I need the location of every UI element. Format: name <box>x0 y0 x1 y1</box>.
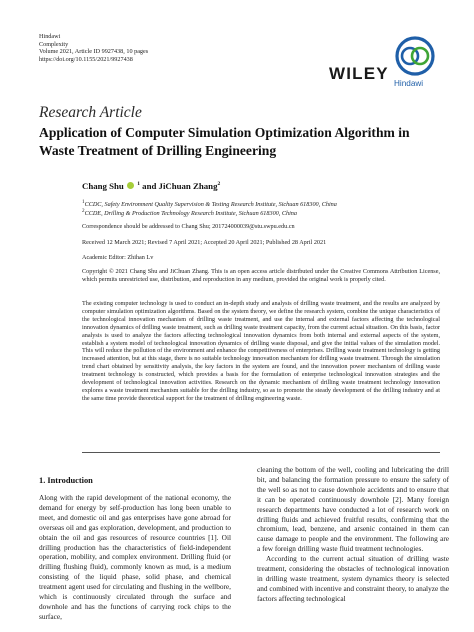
journal-name: Complexity <box>39 40 69 48</box>
body-column-right <box>257 465 449 604</box>
intro-paragraph-2: cleaning the bottom of the well, cooling and lubricating the drill bit, and balancing the formation pressure to ensure the safety of the well so as not to cause downhole accidents and to ensure that it can be operated continuously downhole [2]. Many foreign research departments have conducted a lot of research work on drilling fluids and achieved fruitful results, confirming that the chromium, lead, benzene, and arsenic contained in them can cause damage to people and the environment. The following are a few foreign drilling waste fluid treatment technologies. <box>257 465 449 554</box>
intro-paragraph-1: Along with the rapid development of the national economy, the demand for energy by self-production has long been unable to meet, and domestic oil and gas enterprises have gone abroad for overseas oil and gas exploration, development, and production to obtain the oil and gas resources of resource countries [1]. Oil drilling production has the characteristics of field-independent operation, mobility, and complex environment. Drilling fluid (or drilling flushing fluid), commonly known as mud, is a medium consisting of the liquid phase, solid phase, and chemical treatment agent used for circulating and flushing in the wellbore, which is continuously circulated through the surface and downhole and has the functions of carrying rock chips to the surface, <box>39 493 231 621</box>
correspondence: Correspondence should be addressed to Chang Shu; 201724000039@stu.swpu.edu.cn <box>82 223 295 230</box>
article-title: Application of Computer Simulation Optimization Algorithm in Waste Treatment of Drilling Engineering <box>39 125 410 158</box>
author-list <box>82 181 220 191</box>
journal-publisher: Hindawi <box>39 33 61 40</box>
hindawi-logo-text: Hindawi <box>394 79 424 88</box>
affiliation-2-text: CCDE, Drilling & Production Technology Research Institute, Sichuan 618300, China <box>84 210 297 218</box>
affiliation-1-sup: 1 <box>82 199 85 205</box>
copyright-notice: Copyright © 2021 Chang Shu and JiChuan Zhang. This is an open access article distributed under the Creative Commons Attribution License, which permits unrestricted use, distribution, and reproduction in any medium, provided the original work is properly cited. <box>82 268 440 283</box>
section-divider <box>82 452 440 453</box>
author-2-affil-sup: 2 <box>217 181 221 188</box>
affiliation-2 <box>82 207 297 218</box>
body-column-left <box>39 493 231 622</box>
article-type: Research Article <box>39 104 142 121</box>
journal-volume: Volume 2021, Article ID 9927438, 10 pages <box>39 48 149 56</box>
wiley-logo: WILEY <box>329 64 389 83</box>
journal-doi-link[interactable]: https://doi.org/10.1155/2021/9927438 <box>39 55 133 63</box>
academic-editor: Academic Editor: Zhihan Lv <box>82 254 154 261</box>
section-heading-introduction: 1. Introduction <box>39 476 93 485</box>
affiliation-1-text: CCDC, Safety Environment Quality Supervision & Testing Research Institute, Sichuan 618300, China <box>84 201 337 209</box>
hindawi-logo-icon <box>395 36 435 76</box>
intro-paragraph-3: According to the current actual situation of drilling waste treatment, considering the obstacles of technological innovation in drilling waste treatment, system dynamics theory is selected and combined with incentive and constraint theory, to analyze the factors affecting technological <box>257 554 449 603</box>
author-1-affil-sup: 1 <box>137 181 140 188</box>
author-1-name[interactable]: Chang Shu <box>82 181 124 191</box>
abstract: The existing computer technology is used to conduct an in-depth study and analysis of drilling waste treatment, and the results are analyzed by computer simulation optimization algorithms. Based on the system theory, we define the research system, combine the unique characteristics of the technological innovation mechanism of drilling waste treatment, and use the internal and external factors affecting the technological innovation dynamics of drilling waste treatment, such as drilling waste treatment capacity, from the current actual situation. On this basis, factor analysis is used to analyze the factors affecting technological innovation dynamics from both internal and external aspects of the system, establish a system model of technological innovation dynamics of drilling waste disposal, and give the initial values of the simulation model. This will reduce the pollution of the environment and enhance the competitiveness of enterprises. Drilling waste treatment technology is getting increased attention, but at this stage, there is no suitable technology innovation mechanism for drilling waste treatment. Through the simulation trend chart obtained by sensitivity analysis, the key factors in the system are found, and the innovation power mechanism of drilling waste treatment technology is constructed, which provides a basis for the formulation of enterprise technological innovation strategies and the development of technological innovation activities. Research on the dynamic mechanism of drilling waste treatment technology innovation explores a waste treatment mechanism suitable for the drilling industry, so as to promote the steady development of the drilling industry and at the same time provide theoretical support for the treatment of drilling engineering waste. <box>82 300 440 402</box>
article-dates: Received 12 March 2021; Revised 7 April 2021; Accepted 20 April 2021; Published 28 April 2021 <box>82 239 327 246</box>
orcid-icon[interactable] <box>127 182 134 189</box>
journal-meta <box>39 33 148 63</box>
affiliation-2-sup: 2 <box>82 208 85 214</box>
author-2-name[interactable]: and JiChuan Zhang <box>142 181 218 191</box>
